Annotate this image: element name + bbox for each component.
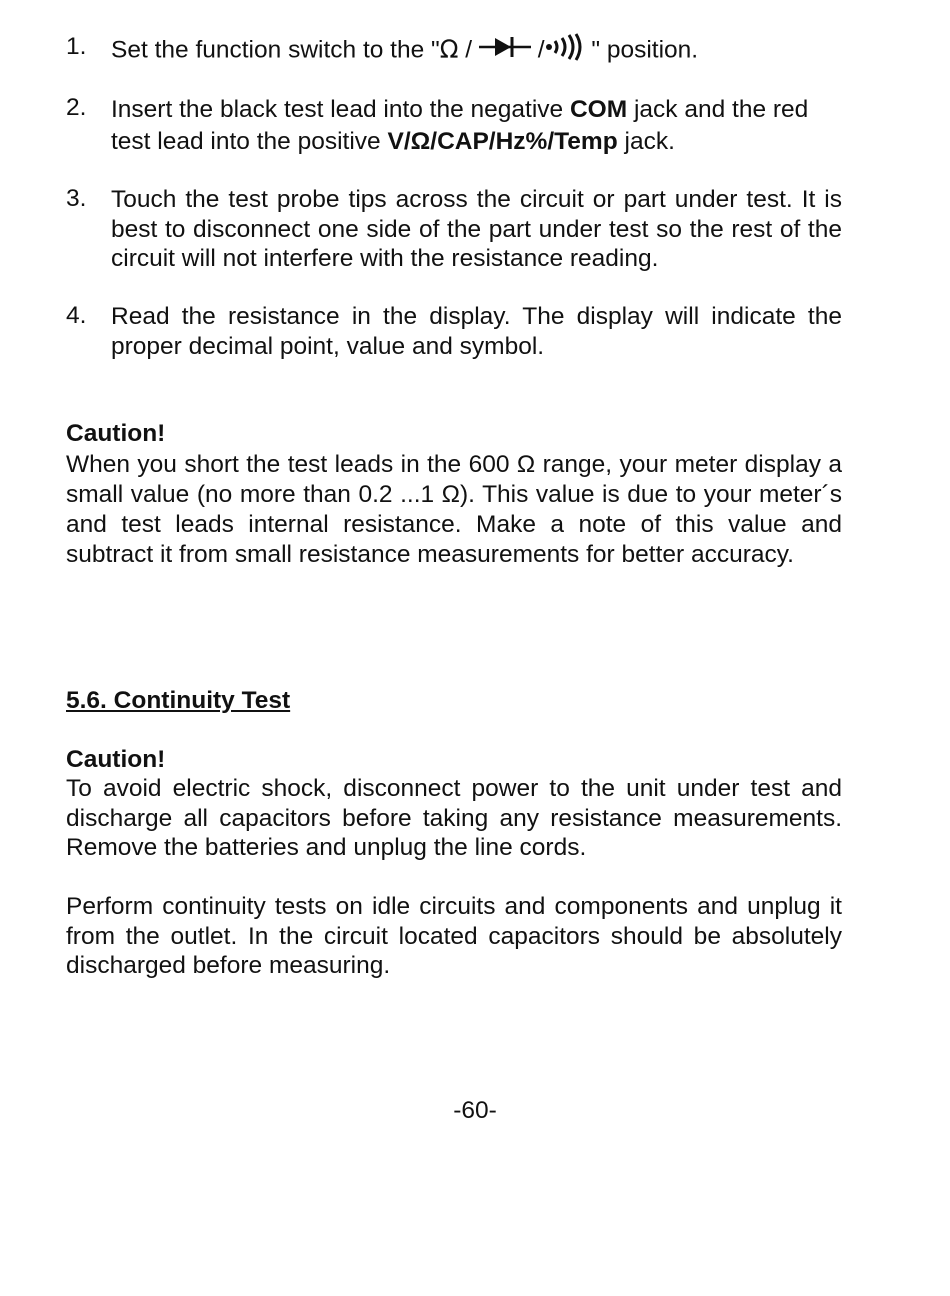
caution-text: When you short the test leads in the 600 Ω range, your meter display a small value (no more than 0.2 ...1 Ω). This value is due to your meter´s and test leads internal resistance. Make a note of this value and subtract it from small resistance measurements for better accuracy. xyxy=(66,451,842,568)
caution-heading: Caution! xyxy=(66,420,166,447)
step-text: Touch the test probe tips across the circuit or part under test. It is best to disconnect one side of the part under test so the rest of the circuit will not interfere with the resistance reading. xyxy=(111,186,842,272)
list-number: 1. xyxy=(66,33,87,60)
caution-heading: Caution! xyxy=(66,746,166,773)
list-item xyxy=(66,302,842,362)
list-number: 2. xyxy=(66,94,87,121)
com-jack-label: COM xyxy=(569,96,628,123)
step-text: Insert the black test lead into the negative COM jack and the red test lead into the positive V/Ω/CAP/Hz%/Temp jack. xyxy=(111,96,809,155)
continuity-sound-icon xyxy=(545,33,585,69)
diode-icon xyxy=(479,36,531,66)
list-number: 4. xyxy=(66,302,87,329)
list-item xyxy=(66,185,842,274)
body-paragraph: Perform continuity tests on idle circuits and components and unplug it from the outlet. In the circuit located capacitors should be absolutely discharged before measuring. xyxy=(66,893,842,979)
list-item xyxy=(66,33,842,69)
step-text: Read the resistance in the display. The display will indicate the proper decimal point, value and symbol. xyxy=(111,303,842,360)
list-item xyxy=(66,94,842,158)
section-title: 5.6. Continuity Test xyxy=(66,687,291,714)
step-text: Set the function switch to the "Ω / / " position. xyxy=(111,33,842,69)
input-jack-label: V/Ω/CAP/Hz%/Temp xyxy=(387,128,618,155)
list-number: 3. xyxy=(66,185,87,212)
caution-text: To avoid electric shock, disconnect power to the unit under test and discharge all capacitors before taking any resistance measurements. Remove the batteries and unplug the line cords. xyxy=(66,775,842,861)
page-number: -60- xyxy=(453,1097,497,1124)
ohm-symbol: Ω xyxy=(439,34,459,64)
